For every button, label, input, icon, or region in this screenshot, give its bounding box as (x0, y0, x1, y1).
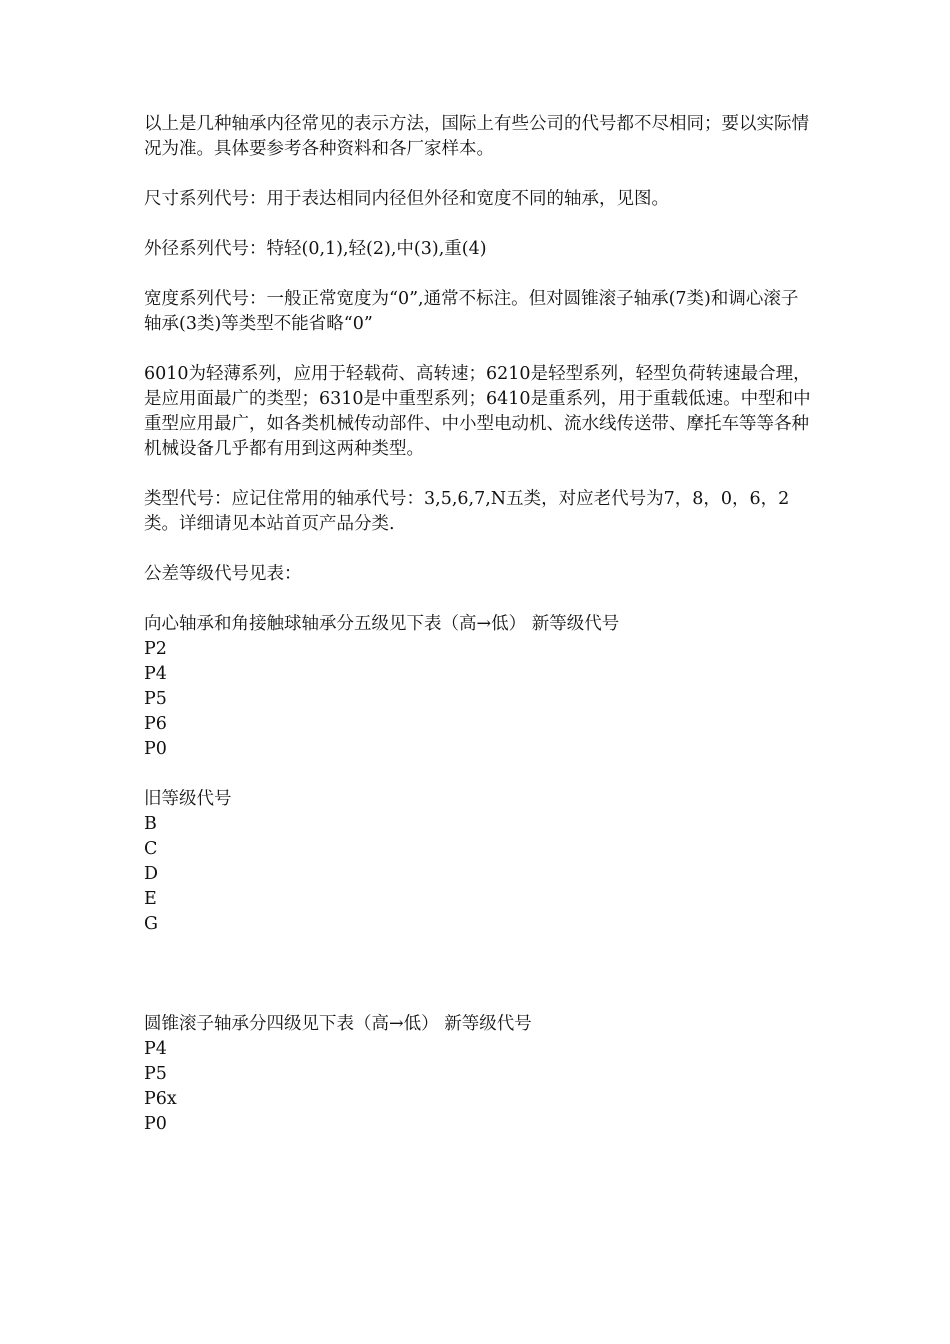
taper-new-code: P5 (144, 1064, 167, 1084)
taper-table-heading: 圆锥滚子轴承分四级见下表（高→低） 新等级代号 (144, 1014, 532, 1034)
radial-new-code: P4 (144, 664, 167, 684)
radial-new-code: P6 (144, 714, 167, 734)
section-spacer (144, 962, 814, 1012)
radial-old-codes-section (144, 787, 814, 937)
radial-old-code: B (144, 814, 157, 834)
radial-table-heading: 向心轴承和角接触球轴承分五级见下表（高→低） 新等级代号 (144, 614, 620, 634)
radial-new-code: P5 (144, 689, 167, 709)
radial-old-code: D (144, 864, 159, 884)
radial-old-code: G (144, 914, 158, 934)
tolerance-intro-paragraph: 公差等级代号见表： (144, 564, 302, 584)
radial-old-code: E (144, 889, 157, 909)
radial-new-codes-section (144, 612, 814, 762)
intro-paragraph: 以上是几种轴承内径常见的表示方法，国际上有些公司的代号都不尽相同；要以实际情况为准。具体要参考各种资料和各厂家样本。 (144, 114, 809, 159)
taper-new-code: P0 (144, 1114, 167, 1134)
taper-new-code: P6x (144, 1089, 177, 1109)
type-code-paragraph: 类型代号：应记住常用的轴承代号：3,5,6,7,N五类，对应老代号为7，8，0，6，2类。详细请见本站首页产品分类. (144, 489, 790, 534)
radial-old-code: C (144, 839, 158, 859)
document-body (144, 112, 814, 1162)
width-series-paragraph: 宽度系列代号：一般正常宽度为“0”,通常不标注。但对圆锥滚子轴承(7类)和调心滚子轴承(3类)等类型不能省略“0” (144, 289, 799, 334)
radial-old-heading: 旧等级代号 (144, 789, 232, 809)
taper-new-codes-section (144, 1012, 814, 1137)
outer-series-paragraph: 外径系列代号：特轻(0,1),轻(2),中(3),重(4) (144, 239, 487, 259)
series-usage-paragraph: 6010为轻薄系列，应用于轻载荷、高转速；6210是轻型系列，轻型负荷转速最合理，是应用面最广的类型；6310是中重型系列；6410是重系列，用于重载低速。中型和中重型应用最广，如各类机械传动部件、中小型电动机、流水线传送带、摩托车等等各种机械设备几乎都有用到这两种类型。 (144, 364, 811, 459)
taper-new-code: P4 (144, 1039, 167, 1059)
radial-new-code: P2 (144, 639, 167, 659)
size-series-paragraph: 尺寸系列代号：用于表达相同内径但外径和宽度不同的轴承，见图。 (144, 189, 669, 209)
radial-new-code: P0 (144, 739, 167, 759)
